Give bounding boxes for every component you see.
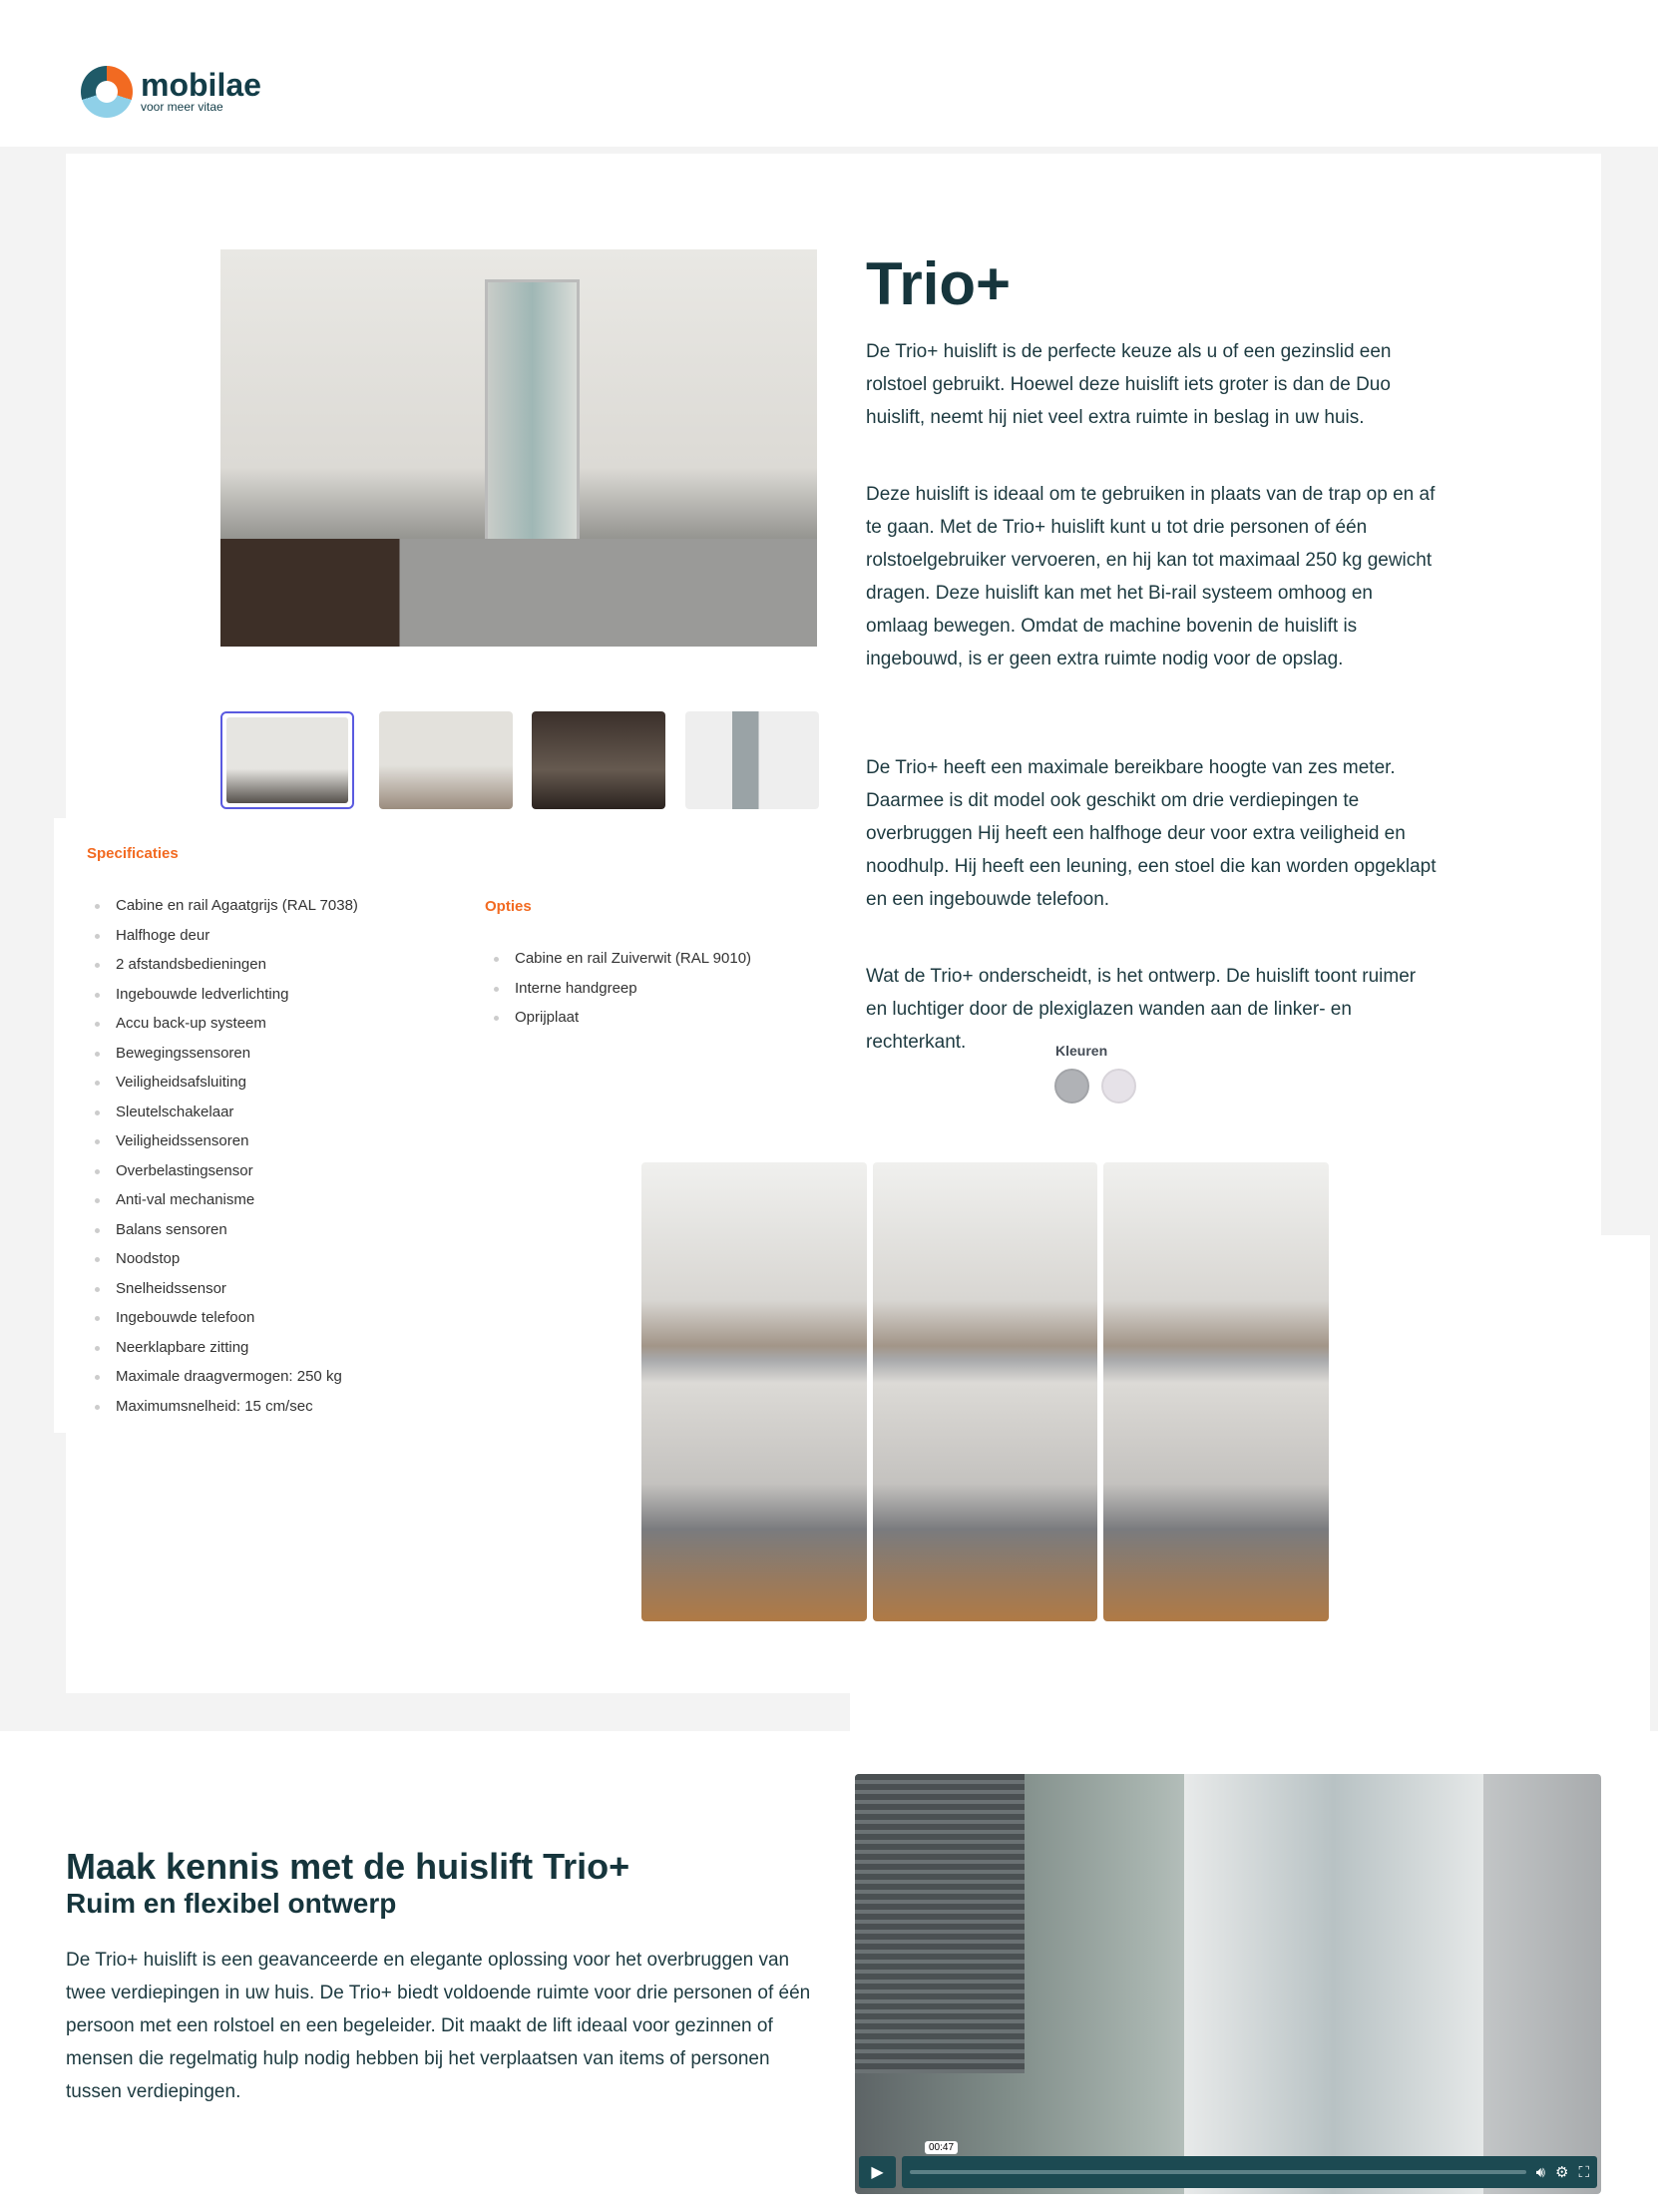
option-item: Cabine en rail Zuiverwit (RAL 9010) <box>486 944 751 974</box>
description-paragraph: Wat de Trio+ onderscheidt, is het ontwerp. De huislift toont ruimer en luchtiger door de plexiglazen wanden aan de linker- en rechterkant. <box>866 966 1417 1053</box>
spec-item: Bewegingssensoren <box>87 1039 358 1069</box>
spec-item: Halfhoge deur <box>87 921 358 951</box>
options-list <box>486 944 751 1033</box>
spec-item: Sleutelschakelaar <box>87 1098 358 1127</box>
intro-heading: Maak kennis met de huislift Trio+ <box>66 1846 630 1887</box>
video-time-tooltip: 00:47 <box>925 2141 958 2154</box>
description-paragraph: De Trio+ heeft een maximale bereikbare hoogte van zes meter. Daarmee is dit model ook geschikt om drie verdiepingen te overbruggen Hij heeft een halfhoge deur voor extra veiligheid en noodhulp. Hij heeft een leuning, een stoel die kan worden opgeklapt en een ingebouwde telefoon. <box>866 757 1437 910</box>
thumbnail-1[interactable] <box>220 711 354 809</box>
video-player[interactable] <box>855 1774 1601 2194</box>
spec-item: Maximumsnelheid: 15 cm/sec <box>87 1392 358 1422</box>
option-item: Interne handgreep <box>486 974 751 1004</box>
option-item: Oprijplaat <box>486 1003 751 1033</box>
play-icon: ▶ <box>871 2164 884 2181</box>
intro-subheading: Ruim en flexibel ontwerp <box>66 1888 397 1919</box>
thumbnail-2[interactable] <box>379 711 513 809</box>
spec-item: Accu back-up systeem <box>87 1009 358 1039</box>
gallery-image-1[interactable] <box>641 1162 867 1621</box>
description-paragraph: Deze huislift is ideaal om te gebruiken in plaats van de trap op en af te gaan. Met de Trio+ huislift kunt u tot drie personen of één rolstoelgebruiker vervoeren, en hij kan tot maximaal 250 kg gewicht dragen. Deze huislift kan met het Bi-rail systeem omhoog en omlaag bewegen. Omdat de machine bovenin de huislift is ingebouwd, is er geen extra ruimte nodig voor de opslag. <box>866 484 1436 669</box>
color-swatch-grey[interactable] <box>1054 1069 1089 1104</box>
control-bar <box>902 2156 1597 2188</box>
lift-illustration <box>485 279 580 579</box>
product-title: Trio+ <box>866 250 1012 317</box>
logo-icon <box>81 66 133 118</box>
volume-icon[interactable]: 🔊︎ <box>1535 2163 1546 2181</box>
colors-label: Kleuren <box>1055 1043 1108 1059</box>
floor-gallery <box>641 1162 1329 1621</box>
intro-text: De Trio+ huislift is een geavanceerde en elegante oplossing voor het overbruggen van twee verdiepingen in uw huis. De Trio+ biedt voldoende ruimte voor drie personen of één persoon met een rolstoel en een begeleider. Dit maakt de lift ideaal voor gezinnen of mensen die regelmatig hulp nodig hebben bij het verplaatsen van items of personen tussen verdiepingen. <box>66 1950 811 2102</box>
color-swatch-white[interactable] <box>1101 1069 1136 1104</box>
video-controls <box>859 2156 1597 2188</box>
spec-item: Veiligheidssensoren <box>87 1126 358 1156</box>
settings-icon[interactable]: ⚙ <box>1555 2164 1569 2181</box>
header <box>0 0 1658 147</box>
specs-heading: Specificaties <box>87 845 179 862</box>
product-main-image[interactable] <box>220 249 817 647</box>
gallery-image-2[interactable] <box>873 1162 1098 1621</box>
spec-item: Cabine en rail Agaatgrijs (RAL 7038) <box>87 891 358 921</box>
brand-tagline: voor meer vitae <box>141 100 223 114</box>
spec-item: Veiligheidsafsluiting <box>87 1068 358 1098</box>
spec-item: Ingebouwde ledverlichting <box>87 980 358 1010</box>
spec-item: Noodstop <box>87 1244 358 1274</box>
specs-list <box>87 891 358 1421</box>
thumbnail-3[interactable] <box>532 711 665 809</box>
spec-item: Neerklapbare zitting <box>87 1333 358 1363</box>
spec-item: Maximale draagvermogen: 250 kg <box>87 1362 358 1392</box>
thumbnail-4[interactable] <box>685 711 819 809</box>
logo[interactable] <box>81 66 261 118</box>
spec-item: Balans sensoren <box>87 1215 358 1245</box>
fullscreen-icon[interactable]: ⛶ <box>1578 2163 1589 2181</box>
spec-item: Ingebouwde telefoon <box>87 1303 358 1333</box>
spec-item: Anti-val mechanisme <box>87 1185 358 1215</box>
description-paragraph: De Trio+ huislift is de perfecte keuze als u of een gezinslid een rolstoel gebruikt. Hoewel deze huislift iets groter is dan de Duo huislift, neemt hij niet veel extra ruimte in beslag in uw huis. <box>866 341 1392 428</box>
spec-item: 2 afstandsbedieningen <box>87 950 358 980</box>
spec-item: Overbelastingsensor <box>87 1156 358 1186</box>
options-heading: Opties <box>485 898 532 915</box>
gallery-image-3[interactable] <box>1103 1162 1329 1621</box>
background-patch <box>1596 1235 1650 1732</box>
progress-slider[interactable] <box>910 2170 1526 2174</box>
play-button[interactable] <box>859 2156 896 2188</box>
background-patch <box>850 1686 1648 1736</box>
spec-item: Snelheidssensor <box>87 1274 358 1304</box>
brand-name: mobilae <box>141 67 261 103</box>
